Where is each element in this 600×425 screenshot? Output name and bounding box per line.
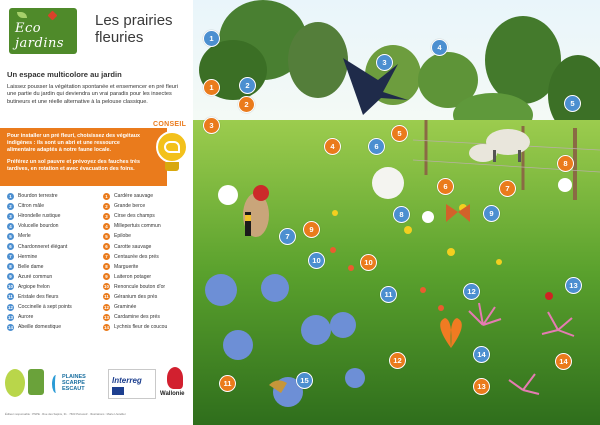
legend-label: Belle dame: [18, 263, 44, 270]
legend-number-badge: 7: [103, 253, 110, 260]
legend-number-badge: 4: [7, 223, 14, 230]
blue-marker-5[interactable]: 5: [564, 95, 581, 112]
blue-marker-1[interactable]: 1: [203, 30, 220, 47]
legend-item: [103, 241, 193, 251]
legend-label: Eristale des fleurs: [18, 293, 59, 300]
legend-item: [103, 191, 193, 201]
orange-marker-7[interactable]: 7: [499, 180, 516, 197]
legend-label: Epilobe: [114, 233, 131, 240]
legend-item: [7, 312, 102, 322]
legend-item: [103, 252, 193, 262]
legend-label: Aurore: [18, 314, 34, 321]
legend-label: Cardère sauvage: [114, 193, 154, 200]
legend-number-badge: 7: [7, 253, 14, 260]
legend-label: Coccinelle à sept points: [18, 304, 72, 311]
legend-label: Merle: [18, 233, 31, 240]
info-panel: [0, 0, 193, 425]
orange-marker-14[interactable]: 14: [555, 353, 572, 370]
plaines-mark-icon: [52, 375, 60, 393]
legend-label: Hirondelle rustique: [18, 213, 61, 220]
legend-item: [7, 231, 102, 241]
legend-item: [7, 252, 102, 262]
tip-badge: [152, 118, 192, 182]
orange-marker-6[interactable]: 6: [437, 178, 454, 195]
legend-label: Cirse des champs: [114, 213, 155, 220]
legend-number-badge: 1: [103, 193, 110, 200]
lightbulb-base: [165, 162, 179, 171]
sprout-icon: [164, 141, 180, 153]
orange-marker-10[interactable]: 10: [360, 254, 377, 271]
legend-label: Laiteron potager: [114, 273, 152, 280]
legend-number-badge: 8: [7, 263, 14, 270]
partner-wallonie-text: Wallonie: [160, 391, 185, 397]
blue-marker-2[interactable]: 2: [239, 77, 256, 94]
partner-interreg-text: Interreg: [112, 376, 142, 385]
legend-number-badge: 6: [103, 243, 110, 250]
legend-item: [7, 302, 102, 312]
legend-item: [7, 221, 102, 231]
blue-marker-11[interactable]: 11: [380, 286, 397, 303]
legend-number-badge: 5: [7, 233, 14, 240]
legend-number-badge: 11: [8, 294, 13, 300]
heart-icon: [48, 11, 58, 21]
legend-item: [103, 211, 193, 221]
blue-marker-6[interactable]: 6: [368, 138, 385, 155]
legend-item: [7, 292, 102, 302]
legend-number-badge: 10: [8, 284, 13, 290]
legend-number-badge: 3: [7, 213, 14, 220]
blue-marker-9[interactable]: 9: [483, 205, 500, 222]
legend-number-badge: 13: [104, 314, 109, 320]
blue-marker-14[interactable]: 14: [473, 346, 490, 363]
ladybird: [545, 292, 553, 300]
orange-marker-9[interactable]: 9: [303, 221, 320, 238]
partner-footer: [0, 360, 193, 425]
credits-text: Éditeur responsable : PNPE · Rue des Sapins, 31 · 7603 Péruwelz · Illustrations : Marie Lhotellier: [5, 412, 126, 416]
legend-item: [103, 292, 193, 302]
orange-marker-11[interactable]: 11: [219, 375, 236, 392]
eu-flag-icon: [112, 387, 124, 395]
page-title: Les prairies fleuries: [95, 12, 173, 46]
legend-label: Azuré commun: [18, 273, 53, 280]
partner-logo-wallonie: [160, 367, 190, 401]
section-subtitle: Un espace multicolore au jardin: [7, 70, 122, 79]
orange-marker-12[interactable]: 12: [389, 352, 406, 369]
advice-paragraph-1: Pour installer un pré fleuri, choisissez des végétaux indigènes : ils sont un abri et une ressource alimentaire adaptés à notre faune locale.: [7, 133, 141, 153]
legend-item: [103, 282, 193, 292]
legend-item: [7, 211, 102, 221]
legend-item: [7, 241, 102, 251]
legend-item: [103, 231, 193, 241]
blue-marker-12[interactable]: 12: [463, 283, 480, 300]
legend-label: Grande berce: [114, 203, 146, 210]
partner-logo-plaines: [52, 372, 106, 396]
logo-text: Eco jardins: [15, 21, 65, 51]
legend-number-badge: 9: [103, 273, 110, 280]
legend-label: Abeille domestique: [18, 324, 62, 331]
legend-label: Argiope frelon: [18, 283, 50, 290]
legend-label: Lychnis fleur de coucou: [114, 324, 168, 331]
partner-logo-interreg: [108, 369, 156, 399]
legend-item: [103, 312, 193, 322]
legend-item: [7, 282, 102, 292]
legend-number-badge: 8: [103, 263, 110, 270]
legend-item: [103, 322, 193, 332]
legend-item: [103, 262, 193, 272]
legend-item: [103, 272, 193, 282]
orange-marker-1[interactable]: 1: [203, 79, 220, 96]
advice-paragraph-2: Préférez un sol pauvre et prévoyez des fauches très tardives, en rotation et avec évacuation des foins.: [7, 159, 141, 172]
legend-number-badge: 3: [103, 213, 110, 220]
legend-number-badge: 12: [8, 304, 13, 310]
blue-marker-15[interactable]: 15: [296, 372, 313, 389]
legend-label: Carotte sauvage: [114, 243, 152, 250]
legend-number-badge: 2: [103, 203, 110, 210]
legend-number-badge: 14: [8, 324, 13, 330]
legend-label: Centaurée des prés: [114, 253, 159, 260]
legend-item: [7, 272, 102, 282]
legend-number-badge: 6: [7, 243, 14, 250]
tip-label: CONSEIL: [153, 121, 187, 128]
orange-marker-4[interactable]: 4: [324, 138, 341, 155]
legend-item: [103, 221, 193, 231]
legend-item: [7, 322, 102, 332]
blue-marker-3[interactable]: 3: [376, 54, 393, 71]
legend-number-badge: 10: [104, 284, 109, 290]
meadow-ground: [193, 120, 600, 425]
meadow-scene: [193, 0, 600, 425]
legend-label: Bourdon terrestre: [18, 193, 58, 200]
leaf-icon: [17, 12, 27, 18]
legend-number-badge: 4: [103, 223, 110, 230]
legend-item: [103, 201, 193, 211]
legend-fauna: [7, 191, 102, 332]
blue-marker-4[interactable]: 4: [431, 39, 448, 56]
legend-label: Millepertuis commun: [114, 223, 161, 230]
partner-logo-2: [28, 369, 44, 395]
intro-text: Laissez pousser la végétation spontanée et ensemencer en pré fleuri une partie du jardin qui deviendra un vrai paradis pour les insectes butineurs et une réelle alternative à la pelouse classique.: [7, 84, 179, 105]
orange-marker-3[interactable]: 3: [203, 117, 220, 134]
legend-item: [7, 191, 102, 201]
legend-label: Citron mâle: [18, 203, 45, 210]
legend-flora: [103, 191, 193, 332]
legend-label: Graminée: [114, 304, 137, 311]
legend-number-badge: 1: [7, 193, 14, 200]
legend-number-badge: 14: [104, 324, 109, 330]
legend-item: [7, 201, 102, 211]
partner-plaines-text: PLAINES SCARPE ESCAUT: [62, 374, 86, 392]
legend-label: Chardonneret élégant: [18, 243, 68, 250]
ecojardins-logo: [9, 8, 77, 54]
legend-number-badge: 13: [8, 314, 13, 320]
blue-marker-7[interactable]: 7: [279, 228, 296, 245]
legend-label: Marguerite: [114, 263, 139, 270]
legend-number-badge: 2: [7, 203, 14, 210]
legend-label: Renoncule bouton d'or: [114, 283, 166, 290]
orange-marker-5[interactable]: 5: [391, 125, 408, 142]
blue-marker-13[interactable]: 13: [565, 277, 582, 294]
orange-marker-13[interactable]: 13: [473, 378, 490, 395]
legend-number-badge: 11: [104, 294, 109, 300]
blue-marker-10[interactable]: 10: [308, 252, 325, 269]
legend-number-badge: 12: [104, 304, 109, 310]
advice-box: [0, 128, 167, 186]
legend-label: Géranium des prés: [114, 293, 158, 300]
blue-marker-8[interactable]: 8: [393, 206, 410, 223]
legend-item: [103, 302, 193, 312]
legend-label: Cardamine des prés: [114, 314, 160, 321]
legend-number-badge: 9: [7, 273, 14, 280]
partner-logo-1: [5, 369, 25, 397]
rooster-icon: [167, 367, 183, 389]
orange-marker-8[interactable]: 8: [557, 155, 574, 172]
legend-label: Volucelle bourdon: [18, 223, 59, 230]
legend-item: [7, 262, 102, 272]
legend-label: Hermine: [18, 253, 38, 260]
legend-number-badge: 5: [103, 233, 110, 240]
orange-marker-2[interactable]: 2: [238, 96, 255, 113]
